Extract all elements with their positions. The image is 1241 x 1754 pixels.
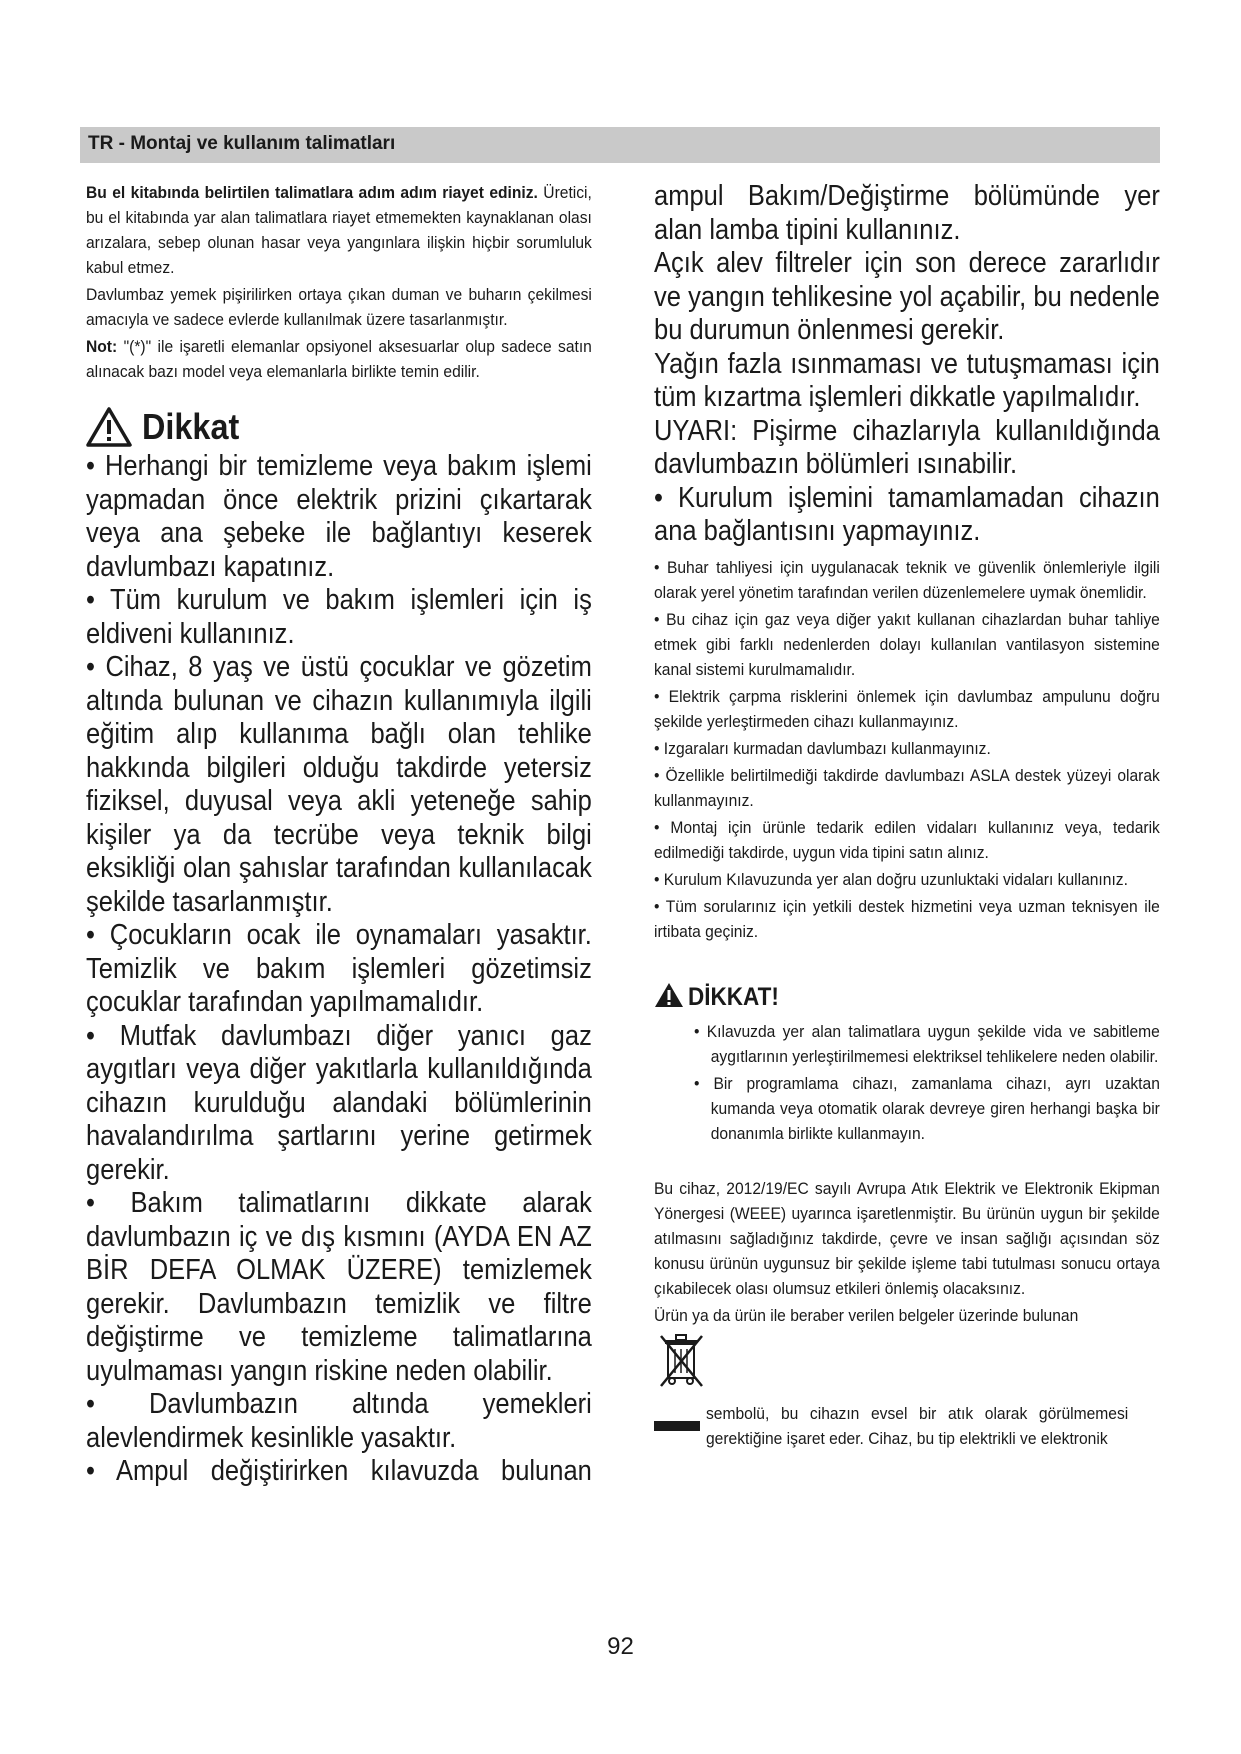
page-number: 92 [607, 1633, 634, 1660]
dikkat-item: • Ampul değiştirirken kılavuzda bulunan [86, 1455, 592, 1487]
dikkat2-item: • Kılavuzda yer alan talimatlara uygun şekilde vida ve sabitleme aygıtlarının yerleştirilmemesi elektriksel tehlikelere neden olabilir. [694, 1021, 1160, 1066]
right-small-item: • Izgaraları kurmadan davlumbazı kullanmayınız. [654, 738, 991, 758]
warning-triangle-icon [86, 407, 132, 447]
right-small-item: • Buhar tahliyesi için uygulanacak teknik ve güvenlik önlemleriyle ilgili olarak yerel yönetim tarafından verilen düzenlemelere uymak önemlidir. [654, 557, 1160, 602]
intro-text: Üretici, bu el kitabında yar alan talimatlara riayet etmemekten kaynaklanan olası arızalara, sebep olunan hasar veya yangınlara ilişkin hiçbir sorumluluk kabul etmez. [86, 183, 592, 277]
weee-symbol-text: sembolü, bu cihazın evsel bir atık olarak görülmemesi gerektiğine işaret eder. Cihaz, bu tip elektrikli ve elektronik [706, 1403, 1129, 1448]
right-big-paragraph: Yağın fazla ısınmaması ve tutuşmaması için tüm kızartma işlemleri dikkatle yapılmalıdır. [654, 347, 1160, 413]
warning-triangle-filled-icon [654, 982, 684, 1013]
dikkat-item: • Tüm kurulum ve bakım işlemleri için iş eldiveni kullanınız. [86, 584, 592, 650]
weee-symbol-row [654, 1401, 1160, 1451]
intro-bold-lead: Bu el kitabında belirtilen talimatlara adım adım riayet ediniz. [86, 183, 538, 202]
dikkat2-list [654, 1019, 1160, 1146]
intro-note [86, 334, 592, 384]
dikkat-item: • Davlumbazın altında yemekleri alevlendirmek kesinlikle yasaktır. [86, 1388, 592, 1454]
right-small-item: • Kurulum Kılavuzunda yer alan doğru uzunluktaki vidaları kullanınız. [654, 869, 1128, 889]
weee-paragraph: Bu cihaz, 2012/19/EC sayılı Avrupa Atık Elektrik ve Elektronik Ekipman Yönergesi (WEEE) uyarınca işaretlenmiştir. Bu ürünün uygun bir şekilde atılmasını sağladığınız takdirde, çevre ve insan sağlığı açısından söz konusu ürünün uygunsuz bir şekilde işleme tabi tutulması sonucu ortaya çıkabilecek olası olumsuz etkileri önlemiş olacaksınız. [654, 1178, 1160, 1298]
right-column [654, 180, 1160, 1451]
left-column [86, 180, 592, 1489]
right-big-paragraph: Açık alev filtreler için son derece zararlıdır ve yangın tehlikesine yol açabilir, bu nedenle bu durumun önlenmesi gerekir. [654, 247, 1160, 346]
dikkat2-title: DİKKAT! [688, 982, 779, 1011]
dikkat-item: • Çocukların ocak ile oynamaları yasaktır. Temizlik ve bakım işlemleri gözetimsiz çocuklar tarafından yapılmamalıdır. [86, 919, 592, 1018]
right-small-item: • Bu cihaz için gaz veya diğer yakıt kullanan cihazlardan buhar tahliye etmek gibi farklı nedenlerden dolayı kullanılan vantilasyon sistemine kanal sistemi kurulmamalıdır. [654, 609, 1160, 679]
right-small-item: • Montaj için ürünle tedarik edilen vidaları kullanınız veya, tedarik edilmediği takdirde, uygun vida tipini satın alınız. [654, 817, 1160, 862]
right-big-paragraph: ampul Bakım/Değiştirme bölümünde yer alan lamba tipini kullanınız. [654, 180, 1160, 246]
right-small-item: • Tüm sorularınız için yetkili destek hizmetini veya uzman teknisyen ile irtibata geçiniz. [654, 896, 1160, 941]
dikkat-item: • Bakım talimatlarını dikkate alarak davlumbazın iç ve dış kısmını (AYDA EN AZ BİR DEFA OLMAK ÜZERE) temizlemek gerekir. Davlumbazın temizlik ve filtre değiştirme ve temizleme talimatlarına uyulmaması yangın riskine neden olabilir. [86, 1187, 592, 1387]
dikkat-title: Dikkat [142, 406, 240, 447]
dikkat-item: • Mutfak davlumbazı diğer yanıcı gaz aygıtları veya diğer yakıtlarla kullanıldığında cihazın kurulduğu alandaki bölümlerinin havalandırılma şartlarını yerine getirmek gerekir. [86, 1019, 592, 1186]
intro-purpose: Davlumbaz yemek pişirilirken ortaya çıkan duman ve buharın çekilmesi amacıyla ve sadece evlerde kullanılmak üzere tasarlanmıştır. [86, 285, 592, 329]
note-text: "(*)" ile işaretli elemanlar opsiyonel aksesuarlar olup sadece satın alınacak bazı model veya elemanlarla birlikte temin edilir. [86, 337, 592, 381]
intro-paragraph [86, 180, 592, 280]
dikkat-heading [86, 406, 592, 448]
right-small-item: • Özellikle belirtilmediği takdirde davlumbazı ASLA destek yüzeyi olarak kullanmayınız. [654, 765, 1160, 810]
dikkat2-heading [654, 982, 1160, 1013]
section-header [80, 127, 1160, 163]
right-big-paragraph: UYARI: Pişirme cihazlarıyla kullanıldığında davlumbazın bölümleri ısınabilir. [654, 414, 1160, 480]
weee-paragraph: Ürün ya da ürün ile beraber verilen belgeler üzerinde bulunan [654, 1305, 1079, 1325]
dikkat-item: • Herhangi bir temizleme veya bakım işlemi yapmadan önce elektrik prizini çıkartarak veya ana şebeke ile bağlantıyı keserek davlumbazı kapatınız. [86, 450, 592, 583]
weee-bar-icon [654, 1421, 700, 1431]
note-label: Not: [86, 337, 118, 356]
section-title: TR - Montaj ve kullanım talimatları [88, 133, 396, 154]
dikkat2-item: • Bir programlama cihazı, zamanlama cihazı, ayrı uzaktan kumanda veya otomatik olarak devreye giren herhangi başka bir donanımla birlikte kullanmayın. [694, 1073, 1160, 1143]
weee-bin-icon [658, 1332, 1160, 1395]
dikkat-item: • Cihaz, 8 yaş ve üstü çocuklar ve gözetim altında bulunan ve cihazın kullanımıyla ilgili eğitim alıp kullanıma bağlı olan tehlike hakkında bilgileri olduğu takdirde yetersiz fiziksel, duyusal veya akli yeteneğe sahip kişiler ya da tecrübe veya teknik bilgi eksikliği olan şahıslar tarafından kullanılacak şekilde tasarlanmıştır. [86, 651, 592, 918]
right-small-item: • Elektrik çarpma risklerini önlemek için davlumbaz ampulunu doğru şekilde yerleştirmeden cihazı kullanmayınız. [654, 686, 1160, 731]
right-big-paragraph: • Kurulum işlemini tamamlamadan cihazın ana bağlantısını yapmayınız. [654, 481, 1160, 547]
